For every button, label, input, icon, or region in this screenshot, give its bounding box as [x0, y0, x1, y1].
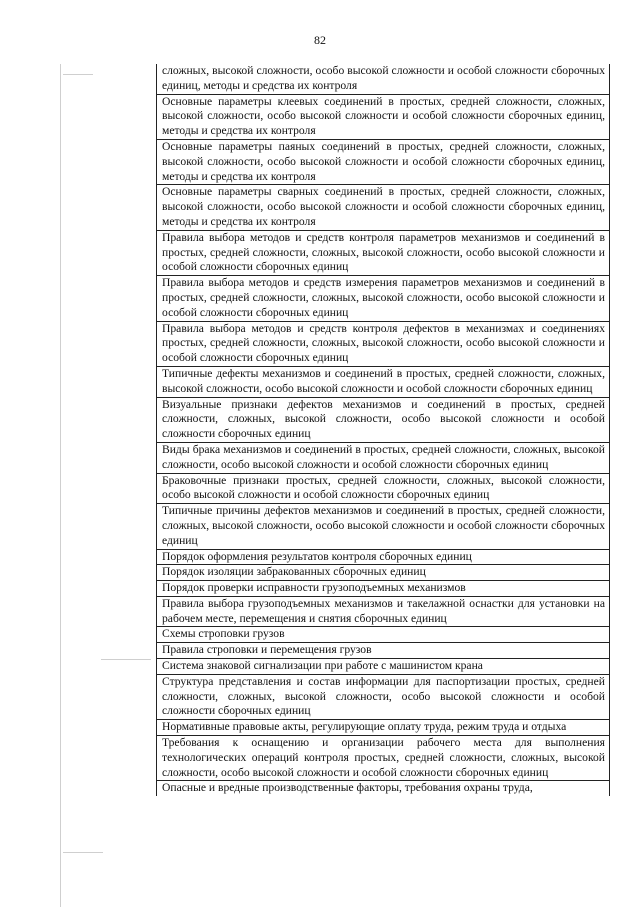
table-row: Правила выбора методов и средств контроля дефектов в механизмах и соединениях простых, средней сложности, сложных, высокой сложности, особо высокой сложности и особой сложности сборочных единиц [157, 321, 609, 366]
table-row: Браковочные признаки простых, средней сложности, сложных, высокой сложности, особо высокой сложности и особой сложности сборочных единиц [157, 473, 609, 504]
table-row: Основные параметры сварных соединений в простых, средней сложности, сложных, высокой сложности, особо высокой сложности и особой сложности сборочных единиц, методы и средства их контроля [157, 184, 609, 229]
page-number: 82 [314, 33, 326, 47]
table-row: Правила выбора грузоподъемных механизмов и такелажной оснастки для установки на рабочем месте, перемещения и снятия сборочных единиц [157, 596, 609, 627]
table-row: Порядок проверки исправности грузоподъемных механизмов [157, 580, 609, 596]
table-row: Опасные и вредные производственные факторы, требования охраны труда, [157, 780, 609, 796]
table-row: Правила строповки и перемещения грузов [157, 642, 609, 658]
table-row: сложных, высокой сложности, особо высокой сложности и особой сложности сборочных единиц, методы и средства их контроля [162, 64, 605, 92]
table-row: Структура представления и состав информации для паспортизации простых, средней сложности, сложных, высокой сложности, особо высокой сложности и особой сложности сборочных единиц [157, 674, 609, 719]
faint-rule [63, 852, 103, 853]
table-row: Схемы строповки грузов [157, 626, 609, 642]
table-row: Требования к оснащению и организации рабочего места для выполнения технологических операций контроля простых, средней сложности, сложных, высокой сложности, особо высокой сложности и особой сложности сборочных единиц [157, 735, 609, 780]
table-row: Система знаковой сигнализации при работе с машинистом крана [157, 658, 609, 674]
knowledge-table [156, 64, 610, 796]
table-row: Порядок оформления результатов контроля сборочных единиц [157, 549, 609, 565]
table-row: Правила выбора методов и средств измерения параметров механизмов и соединений в простых, средней сложности, сложных, высокой сложности, особо высокой сложности и особой сложности сборочных единиц [157, 275, 609, 320]
table-row: Типичные дефекты механизмов и соединений в простых, средней сложности, сложных, высокой сложности, особо высокой сложности и особой сложности сборочных единиц [157, 366, 609, 397]
table-row: Визуальные признаки дефектов механизмов и соединений в простых, средней сложности, сложных, высокой сложности, особо высокой сложности и особой сложности сборочных единиц [157, 397, 609, 442]
table-row: Нормативные правовые акты, регулирующие оплату труда, режим труда и отдыха [157, 719, 609, 735]
table-row: Правила выбора методов и средств контроля параметров механизмов и соединений в простых, средней сложности, сложных, высокой сложности, особо высокой сложности и особой сложности сборочных единиц [157, 230, 609, 275]
table-row: Основные параметры паяных соединений в простых, средней сложности, сложных, высокой сложности, особо высокой сложности и особой сложности сборочных единиц, методы и средства их контроля [157, 139, 609, 184]
table-row: Типичные причины дефектов механизмов и соединений в простых, средней сложности, сложных, высокой сложности, особо высокой сложности и особой сложности сборочных единиц [157, 503, 609, 548]
faint-rule [63, 74, 93, 75]
table-row: Виды брака механизмов и соединений в простых, средней сложности, сложных, высокой сложности, особо высокой сложности и особой сложности сборочных единиц [157, 442, 609, 473]
table-row: Порядок изоляции забракованных сборочных единиц [157, 564, 609, 580]
left-column [60, 64, 157, 907]
faint-rule [101, 659, 151, 660]
table-row: Основные параметры клеевых соединений в простых, средней сложности, сложных, высокой сложности, особо высокой сложности и особой сложности сборочных единиц, методы и средства их контроля [157, 94, 609, 139]
